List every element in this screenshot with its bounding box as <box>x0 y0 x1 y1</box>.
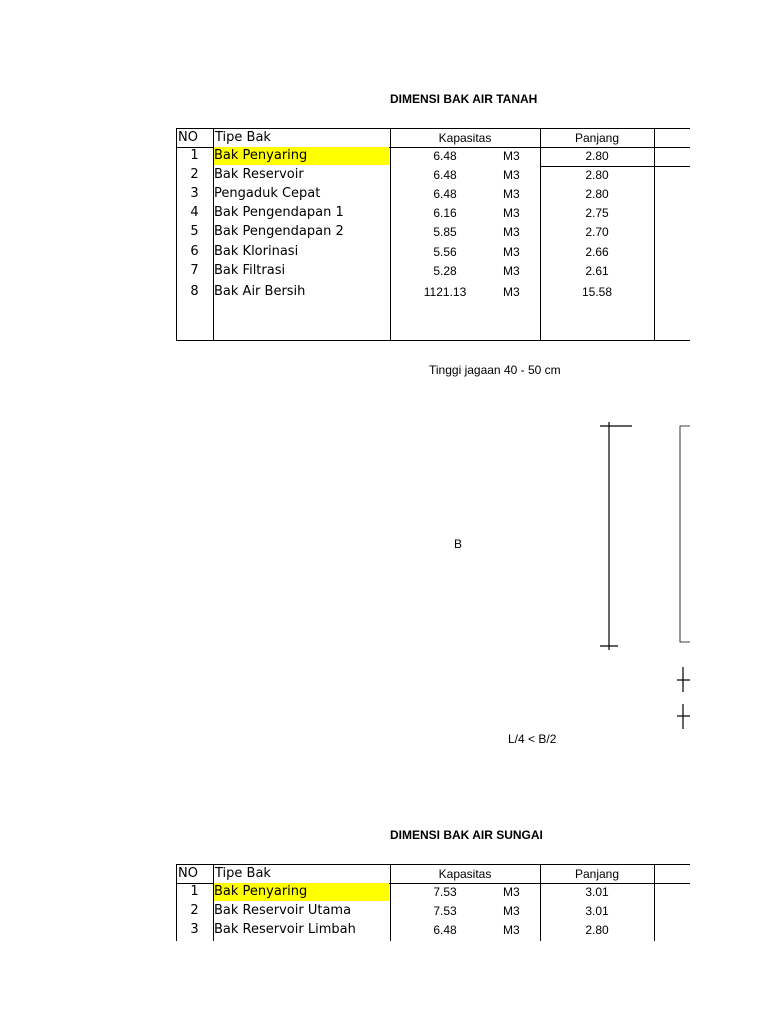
row-panjang: 2.70 <box>585 225 609 239</box>
row-no: 7 <box>190 263 199 278</box>
row-tipe: Bak Klorinasi <box>214 244 299 259</box>
row-kapasitas: 6.48 <box>433 187 457 201</box>
row-unit: M3 <box>503 225 520 239</box>
row-kapasitas: 7.53 <box>433 904 457 918</box>
header-no: NO <box>178 866 198 881</box>
header-kapasitas: Kapasitas <box>438 131 492 145</box>
header-kapasitas: Kapasitas <box>438 867 492 881</box>
row-tipe: Bak Reservoir <box>214 167 304 182</box>
row-tipe: Bak Penyaring <box>214 147 389 165</box>
row-no: 8 <box>190 284 199 299</box>
row-unit: M3 <box>503 264 520 278</box>
row-unit: M3 <box>503 285 520 299</box>
row-unit: M3 <box>503 904 520 918</box>
row-tipe: Bak Air Bersih <box>214 284 306 299</box>
row-panjang: 2.80 <box>585 923 609 937</box>
section2-title: DIMENSI BAK AIR SUNGAI <box>390 828 543 842</box>
row-tipe: Pengaduk Cepat <box>214 186 321 201</box>
table-column-line-4 <box>654 864 655 941</box>
row-unit: M3 <box>503 187 520 201</box>
row-tipe: Bak Reservoir Limbah <box>214 922 356 937</box>
row-no: 1 <box>190 148 199 163</box>
row-no: 3 <box>190 922 199 937</box>
row-panjang: 15.58 <box>581 285 613 299</box>
row-panjang: 2.61 <box>585 264 609 278</box>
row-kapasitas: 6.48 <box>433 168 457 182</box>
row-kapasitas: 1121.13 <box>423 285 467 299</box>
row-no: 6 <box>190 244 199 259</box>
label-b: B <box>454 537 463 551</box>
header-tipe: Tipe Bak <box>215 130 271 145</box>
row-no: 4 <box>190 205 199 220</box>
row-no: 2 <box>190 903 199 918</box>
header-panjang: Panjang <box>574 131 620 145</box>
row-panjang: 2.75 <box>585 206 609 220</box>
row-kapasitas: 5.85 <box>433 225 457 239</box>
row-unit: M3 <box>503 885 520 899</box>
row-tipe: Bak Pengendapan 1 <box>214 205 344 220</box>
row-kapasitas: 5.28 <box>433 264 457 278</box>
row-panjang: 2.80 <box>585 187 609 201</box>
row-kapasitas: 7.53 <box>433 885 457 899</box>
row-kapasitas: 6.48 <box>433 149 457 163</box>
row-kapasitas: 6.16 <box>433 206 457 220</box>
row-panjang: 2.66 <box>585 245 609 259</box>
row-panjang: 2.80 <box>585 149 609 163</box>
tank-outline <box>680 426 690 642</box>
row-tipe: Bak Filtrasi <box>214 263 286 278</box>
row-no: 2 <box>190 167 199 182</box>
row-tipe: Bak Pengendapan 2 <box>214 224 344 239</box>
header-tipe: Tipe Bak <box>215 866 271 881</box>
row-unit: M3 <box>503 168 520 182</box>
row-kapasitas: 6.48 <box>433 923 457 937</box>
header-panjang: Panjang <box>574 867 620 881</box>
row-tipe: Bak Penyaring <box>214 883 389 901</box>
row-no: 5 <box>190 224 199 239</box>
row-no: 3 <box>190 186 199 201</box>
freeboard-note: Tinggi jagaan 40 - 50 cm <box>429 363 561 377</box>
formula-text: L/4 < B/2 <box>508 732 557 746</box>
row-panjang: 3.01 <box>585 885 609 899</box>
row-no: 1 <box>190 884 199 899</box>
row-tipe: Bak Reservoir Utama <box>214 903 352 918</box>
row-unit: M3 <box>503 923 520 937</box>
row-panjang: 2.80 <box>585 168 609 182</box>
row-kapasitas: 5.56 <box>433 245 457 259</box>
row-panjang: 3.01 <box>585 904 609 918</box>
row-unit: M3 <box>503 206 520 220</box>
row-unit: M3 <box>503 245 520 259</box>
header-no: NO <box>178 130 198 145</box>
row-unit: M3 <box>503 149 520 163</box>
section1-title: DIMENSI BAK AIR TANAH <box>390 92 538 106</box>
